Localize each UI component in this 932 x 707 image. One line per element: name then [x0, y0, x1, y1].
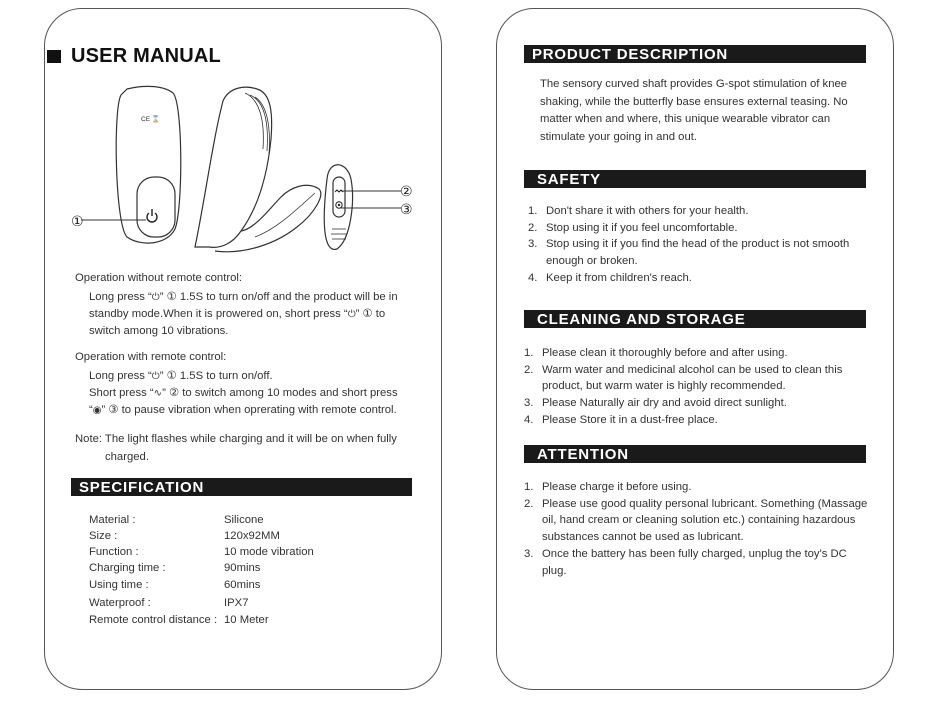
list-item: 1. Please charge it before using.: [524, 481, 692, 493]
vibrator-drawing: [195, 87, 321, 252]
list-item: 3. Please Naturally air dry and avoid direct sunlight.: [524, 397, 787, 410]
cleaning-list: [524, 345, 868, 429]
safety-list: [528, 203, 868, 287]
list-item: 1. Don't share it with others for your health.: [528, 205, 749, 217]
pause-icon: [336, 202, 342, 208]
note-line2: charged.: [105, 451, 149, 463]
power-icon: ⏻: [347, 309, 356, 320]
attention-header: ATTENTION: [524, 445, 866, 463]
product-illustration: [45, 79, 441, 279]
safety-header: SAFETY: [524, 170, 866, 188]
power-icon: ⏻: [151, 371, 160, 382]
list-item: 2. Warm water and medicinal alcohol can be used to clean this product, but warm water is highly recommended.: [524, 363, 843, 393]
list-item: 2. Please use good quality personal lubricant. Something (Massage oil, hand cream or cleaning solution etc.) containing hazardous substances cannot be used as lubricant.: [524, 497, 868, 544]
remote-marks: CE ⌛: [141, 116, 160, 123]
specification-header: SPECIFICATION: [71, 478, 412, 496]
op-without-line2: standby mode.When it is prowered on, short press “⏻” ① to: [89, 308, 386, 320]
product-description-text: The sensory curved shaft provides G-spot stimulation of knee shaking, while the butterfly base ensures external teasing. No matter when and where, this unique wearable vibrator can stimulate your going in and out.: [540, 78, 848, 144]
list-item: 3. Stop using it if you find the head of the product is not smooth enough or broken.: [528, 238, 850, 268]
list-item: 4. Keep it from children's reach.: [528, 271, 692, 284]
power-icon: ⏻: [151, 292, 160, 303]
op-with-line2: Short press “∿” ② to switch among 10 modes and short press: [89, 387, 398, 399]
callout-2: ②: [400, 184, 413, 200]
op-with-heading: Operation with remote control:: [75, 351, 227, 363]
callout-3: ③: [400, 202, 413, 218]
op-without-heading: Operation without remote control:: [75, 272, 243, 284]
list-item: 3. Once the battery has been fully charged, unplug the toy's DC plug.: [524, 547, 847, 577]
product-description-header: PRODUCT DESCRIPTION: [524, 45, 866, 63]
wave-icon: ∿: [153, 388, 163, 399]
remote-side-drawing: [324, 165, 352, 250]
title-square-icon: [47, 50, 61, 63]
list-item: 2. Stop using it if you feel uncomfortable.: [528, 221, 738, 234]
op-without-line3: switch among 10 vibrations.: [89, 325, 229, 337]
list-item: 4. Please Store it in a dust-free place.: [524, 413, 718, 426]
cleaning-header: CLEANING AND STORAGE: [524, 310, 866, 328]
left-page: USER MANUAL CE ⌛ ① ② ③ Operation without remote control: Long press “⏻” ① 1.5S to turn on/off and the product will be in standby mode.When it is prowered on, short press “⏻” ① to switch among 10 vibrations. Operation with remote control: Long press “⏻” ① 1.5S to turn on/off. Short press “∿” ② to switch among 10 modes and short press “◉” ③ to pause vibration when oprerating with remote control. Note: The light flashes while charging and it will be on when fully charged. SPECIFICATION Material : Silicone Size : 120x92MM Function : 10 mode vibration Charging time : 90mins Using time : 60mins Waterproof : IPX7 Remote control distance : 10 Meter: [44, 8, 442, 690]
power-icon: [147, 209, 157, 222]
right-page: [496, 8, 894, 690]
attention-list: [524, 479, 868, 579]
op-without-line1: Long press “⏻” ① 1.5S to turn on/off and the product will be in: [89, 291, 398, 303]
pause-icon: ◉: [92, 405, 102, 416]
callout-1: ①: [71, 214, 84, 230]
op-with-line1: Long press “⏻” ① 1.5S to turn on/off.: [89, 370, 273, 382]
op-with-line3: “◉” ③ to pause vibration when oprerating with remote control.: [89, 404, 397, 416]
list-item: 1. Please clean it thoroughly before and after using.: [524, 347, 788, 359]
note-line1: Note: The light flashes while charging and it will be on when fully: [75, 433, 397, 445]
